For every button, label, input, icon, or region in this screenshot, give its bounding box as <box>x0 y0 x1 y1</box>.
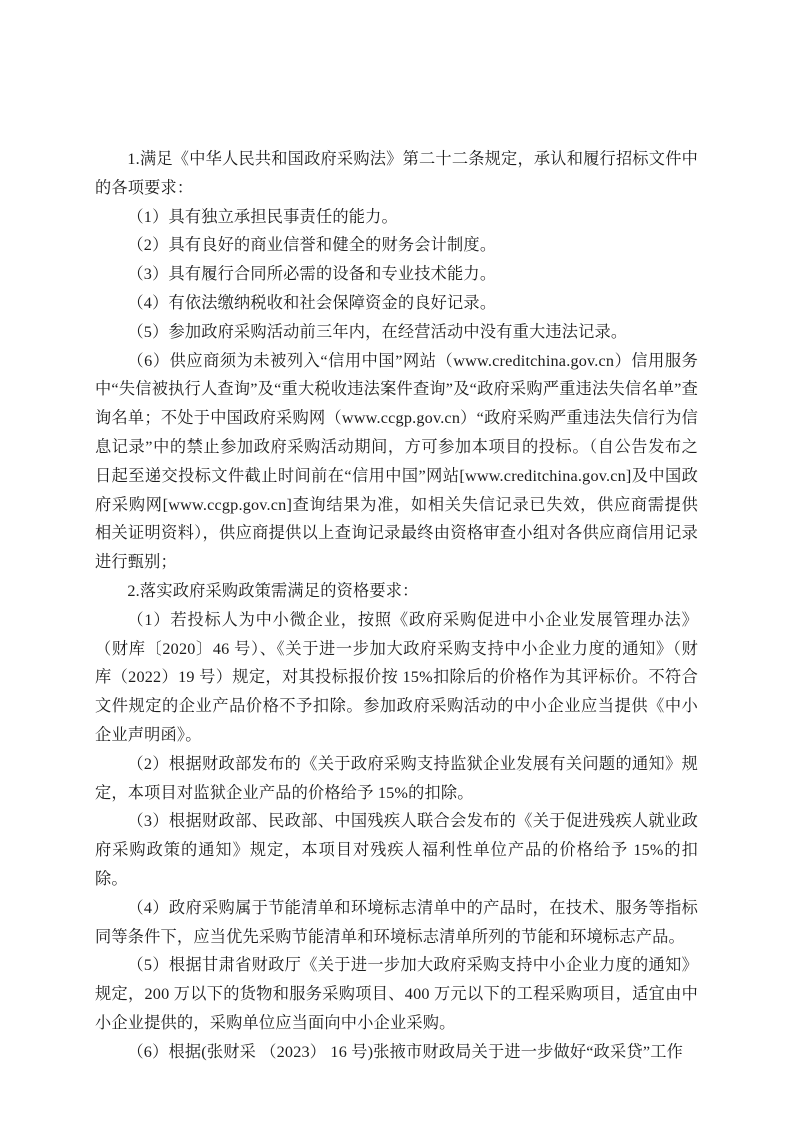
clause-1-item-6: （6）供应商须为未被列入“信用中国”网站（www.creditchina.gov.cn）信用服务中“失信被执行人查询”及“重大税收违法案件查询”及“政府采购严重违法失信名单”查询名单；不处于中国政府采购网（www.ccgp.gov.cn）“政府采购严重违法失信行为信息记录”中的禁止参加政府采购活动期间，方可参加本项目的投标。（自公告发布之日起至递交投标文件截止时间前在“信用中国”网站[www.creditchina.gov.cn]及中国政府采购网[www.ccgp.gov.cn]查询结果为准，如相关失信记录已失效，供应商需提供相关证明资料），供应商提供以上查询记录最终由资格审查小组对各供应商信用记录进行甄别； <box>95 351 698 572</box>
clause-2-item-5: （5）根据甘肃省财政厅《关于进一步加大政府采购支持中小企业力度的通知》规定，200 万以下的货物和服务采购项目、400 万元以下的工程采购项目，适宜由中小企业提供的，采购单位应当面向中小企业采购。 <box>95 956 698 1032</box>
clause-2-item-4: （4）政府采购属于节能清单和环境标志清单中的产品时，在技术、服务等指标同等条件下，应当优先采购节能清单和环境标志清单所列的节能和环境标志产品。 <box>95 898 698 946</box>
clause-2-item-1: （1）若投标人为中小微企业，按照《政府采购促进中小企业发展管理办法》（财库〔2020〕46 号）、《关于进一步加大政府采购支持中小企业力度的通知》（财库（2022）19 号）规定，对其投标报价按 15%扣除后的价格作为其评标价。不符合文件规定的企业产品价格不予扣除。参加政府采购活动的中小企业应当提供《中小企业声明函》。 <box>95 610 698 744</box>
clause-1-item-1: （1）具有独立承担民事责任的能力。 <box>127 207 398 226</box>
clause-2-item-6: （6）根据(张财采 （2023） 16 号)张掖市财政局关于进一步做好“政采贷”工作 <box>127 1042 683 1061</box>
document-body <box>95 145 698 1067</box>
clause-2-heading: 2.落实政府采购政策需满足的资格要求： <box>127 581 419 600</box>
clause-1-heading: 1.满足《中华人民共和国政府采购法》第二十二条规定，承认和履行招标文件中的各项要求： <box>95 150 698 197</box>
clause-1-item-2: （2）具有良好的商业信誉和健全的财务会计制度。 <box>127 236 497 255</box>
clause-1-item-5: （5）参加政府采购活动前三年内，在经营活动中没有重大违法记录。 <box>127 322 628 341</box>
clause-1-item-3: （3）具有履行合同所必需的设备和专业技术能力。 <box>127 265 497 284</box>
clause-1-item-4: （4）有依法缴纳税收和社会保障资金的良好记录。 <box>127 293 497 312</box>
clause-2-item-3: （3）根据财政部、民政部、中国残疾人联合会发布的《关于促进残疾人就业政府采购政策的通知》规定，本项目对残疾人福利性单位产品的价格给予 15%的扣除。 <box>95 812 698 888</box>
clause-2-item-2: （2）根据财政部发布的《关于政府采购支持监狱企业发展有关问题的通知》规定，本项目对监狱企业产品的价格给予 15%的扣除。 <box>95 754 698 802</box>
